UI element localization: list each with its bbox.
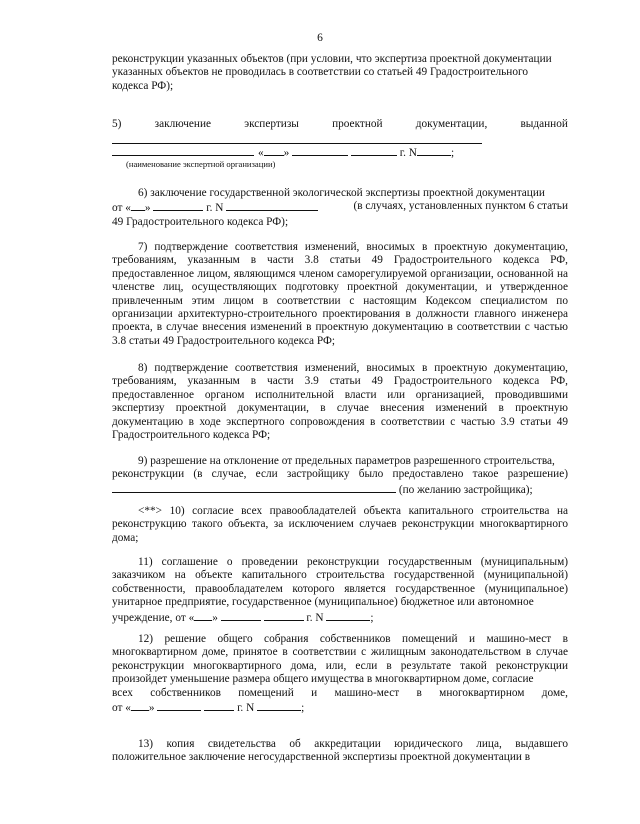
quote-open: «: [258, 147, 264, 159]
item-9-line-3: [112, 482, 568, 497]
day-blank[interactable]: [131, 200, 145, 211]
item-11: [112, 556, 568, 625]
item-13-text: 13) копия свидетельства об аккредитации юридического лица, выдавшего положительное заключение негосударственной экспертизы проектной документации в: [112, 738, 568, 764]
item-12-last-line: [112, 700, 568, 715]
quote-close: »: [148, 702, 155, 715]
item-6-line-3: 49 Градостроительного кодекса РФ);: [112, 215, 289, 228]
quote-close: »: [144, 202, 151, 215]
semicolon: ;: [450, 147, 455, 159]
item-12-text: 12) решение общего собрания собственников помещений и машино-мест в многоквартирном доме, принятое в соответствии с жилищным законодательством в случае реконструкции многоквартирного дома, или, если в результате такой реконструкции произойдет уменьшение размера общего имущества в многоквартирном доме, согласие: [112, 633, 568, 686]
g-n-label: г. N: [306, 611, 324, 624]
month-blank[interactable]: [292, 145, 348, 156]
item-12-word: всех: [112, 686, 133, 699]
organization-name-blank-2[interactable]: [112, 145, 254, 156]
day-blank[interactable]: [194, 610, 212, 621]
item-11-text: 11) соглашение о проведении реконструкции государственным (муниципальным) заказчиком на объекте капитального строительства государственной (муниципальной) собственности, правообладателем которого является государственное (муниципальное) унитарное предприятие, государственное (муниципальное) бюджетное или автономное: [112, 556, 568, 609]
number-blank[interactable]: [257, 700, 301, 711]
from-label: от «: [112, 702, 131, 715]
item-9-tail: (по желанию застройщика);: [398, 483, 533, 496]
carryover-paragraph: [112, 53, 568, 93]
item-5-word: заключение: [154, 118, 212, 130]
item-5-word: выданной: [520, 118, 568, 130]
month-blank[interactable]: [221, 610, 261, 621]
item-5-number: 5): [112, 118, 122, 130]
semicolon: ;: [370, 611, 374, 624]
page-number: 6: [317, 32, 323, 44]
item-6-tail: (в случаях, установленных пунктом 6 статьи: [353, 200, 568, 213]
number-blank[interactable]: [417, 145, 451, 156]
item-5-word: документации,: [415, 118, 488, 130]
item-6-line-1: 6) заключение государственной экологической экспертизы проектной документации: [138, 187, 545, 199]
item-9: [112, 455, 568, 497]
quote-close: »: [212, 611, 218, 624]
item-12-line-5: [112, 687, 568, 700]
item-8-text: 8) подтверждение соответствия изменений, вносимых в проектную документацию, требованиям, указанным в части 3.9 статьи 49 Градостроительного кодекса РФ, предоставленное органом исполнительной власти или организацией, проводившими экспертизу проектной документации, в случае внесения изменений в проектную документацию в ходе экспертного сопровождения в соответствии с частью 3.9 статьи 49 Градостроительного кодекса РФ;: [112, 362, 568, 442]
item-7: [112, 241, 568, 348]
from-label: от «: [112, 202, 131, 215]
g-n-label: г. N: [399, 147, 417, 159]
g-n-label: г. N: [237, 702, 255, 715]
item-5-word: проектной: [332, 118, 383, 130]
item-13: [112, 738, 568, 765]
item-5-caption: (наименование экспертной организации): [126, 159, 276, 169]
day-blank[interactable]: [131, 700, 149, 711]
item-6-line-2: [112, 200, 568, 215]
year-blank[interactable]: [264, 610, 304, 621]
item-12-word: собственников: [150, 686, 221, 699]
carryover-line-1: реконструкции указанных объектов (при условии, что экспертиза проектной документации: [112, 53, 552, 65]
date-blank[interactable]: [153, 200, 203, 211]
number-blank[interactable]: [326, 610, 370, 621]
day-blank[interactable]: [264, 145, 284, 156]
item-8: [112, 362, 568, 442]
quote-close: »: [283, 147, 290, 159]
carryover-line-2: указанных объектов не проводилась в соответствии со статьей 49 Градостроительного: [112, 66, 528, 79]
month-blank[interactable]: [157, 700, 201, 711]
number-blank[interactable]: [226, 200, 318, 211]
item-12-word: помещений: [238, 686, 294, 699]
item-12-word: и: [311, 686, 318, 699]
g-n-label: г. N: [206, 202, 224, 215]
item-12-word: многоквартирном: [439, 686, 525, 699]
year-blank[interactable]: [351, 145, 397, 156]
item-6: [112, 187, 568, 229]
item-9-line-1: 9) разрешение на отклонение от предельных параметров разрешенного строительства,: [138, 455, 555, 467]
organization-name-blank[interactable]: [112, 133, 482, 144]
item-12: [112, 633, 568, 715]
item-10-text: <**> 10) согласие всех правообладателей объекта капитального строительства на реконструкцию такого объекта, за исключением случаев реконструкции многоквартирного дома;: [112, 505, 568, 544]
item-10: [112, 505, 568, 545]
semicolon: ;: [301, 702, 305, 715]
year-blank[interactable]: [204, 700, 234, 711]
from-label: учреждение, от «: [112, 611, 195, 624]
item-12-word: в: [416, 686, 422, 699]
permission-blank[interactable]: [112, 482, 396, 493]
carryover-line-3: кодекса РФ);: [112, 79, 174, 92]
item-7-text: 7) подтверждение соответствия изменений, вносимых в проектную документацию, требованиям, указанным в части 3.8 статьи 49 Градостроительного кодекса РФ, предоставленное лицом, являющимся членом саморегулируемой организации, основанной на членстве лиц, осуществляющих подготовку проектной документации, и утвержденное привлеченным этим лицом в соответствии с настоящим Кодексом специалистом по организации архитектурно-строительного проектирования в должности главного инженера проекта, в случае внесения изменений в проектную документацию в соответствии с частью 3.8 статьи 49 Градостроительного кодекса РФ;: [112, 241, 568, 347]
item-9-line-2: реконструкции (в случае, если застройщику было предоставлено такое разрешение): [112, 468, 568, 481]
item-5-word: экспертизы: [244, 118, 299, 130]
item-12-word: машино-мест: [334, 686, 400, 699]
item-12-word: доме,: [541, 686, 568, 699]
item-5-first-line: [112, 118, 568, 131]
item-11-last-line: [112, 610, 568, 625]
